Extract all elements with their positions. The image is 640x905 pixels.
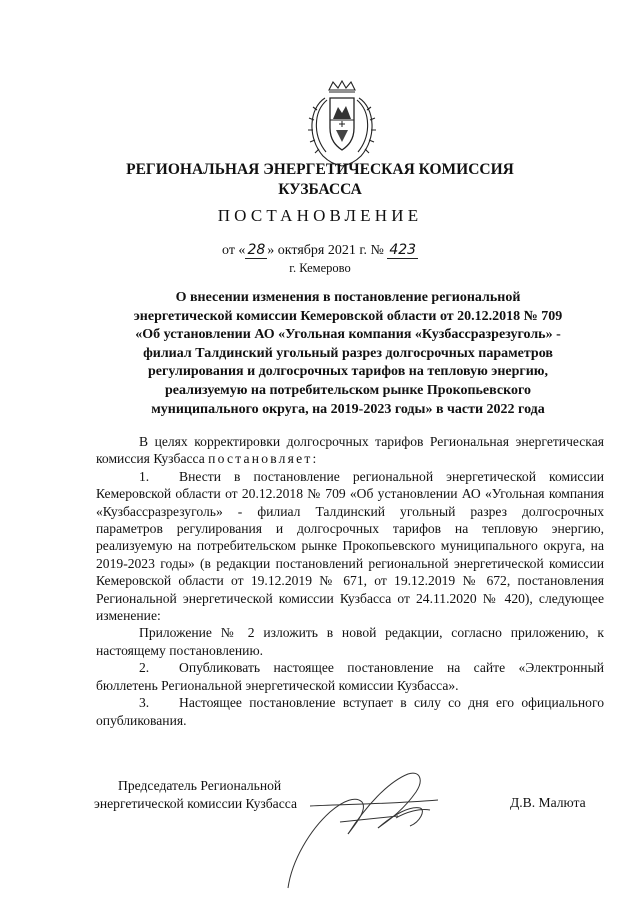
item-number: 1.	[139, 468, 150, 484]
item-1	[96, 468, 604, 625]
date-line	[222, 243, 418, 259]
document-type: ПОСТАНОВЛЕНИЕ	[217, 206, 423, 225]
title-line: филиал Талдинский угольный разрез долгосрочных параметров	[143, 345, 553, 361]
title-line: муниципального округа, на 2019-2023 годы» в части 2022 года	[151, 401, 545, 417]
handwritten-signature	[270, 760, 500, 900]
item-2	[96, 659, 604, 694]
title-line: реализуемую на потребительском рынке Прокопьевского	[165, 382, 531, 398]
city: г. Кемерово	[289, 261, 351, 275]
document-body	[96, 433, 604, 729]
item-number: 3.	[139, 695, 150, 711]
agency-name-line2: КУЗБАССА	[278, 181, 362, 198]
decree-word: постановляет:	[208, 451, 319, 467]
title-line: О внесении изменения в постановление региональной	[175, 290, 521, 305]
item-1-sub: Приложение № 2 изложить в новой редакции, согласно приложению, к настоящему постановлению.	[96, 625, 604, 658]
signatory-title-line2: энергетической комиссии Кузбасса	[94, 796, 297, 811]
document-title	[104, 289, 592, 419]
title-line: энергетической комиссии Кемеровской области от 20.12.2018 № 709	[133, 308, 563, 324]
signatory-name: Д.В. Малюта	[510, 795, 586, 810]
title-line: «Об установлении АО «Угольная компания «Кузбассразрезуголь» -	[135, 327, 561, 343]
document-number: 423	[389, 242, 417, 258]
date-day: 28	[247, 242, 266, 258]
intro-paragraph	[96, 433, 604, 468]
title-line: регулирования и долгосрочных тарифов на тепловую энергию,	[147, 364, 549, 380]
item-text: Настоящее постановление вступает в силу со дня его официального опубликования.	[96, 695, 604, 728]
signatory-title	[94, 777, 297, 813]
coat-of-arms-icon	[303, 80, 381, 168]
agency-name-line1: РЕГИОНАЛЬНАЯ ЭНЕРГЕТИЧЕСКАЯ КОМИССИЯ	[126, 161, 514, 178]
item-number: 2.	[139, 660, 150, 676]
signatory-title-line1: Председатель Региональной	[118, 778, 282, 793]
date-prefix: от «	[222, 243, 246, 258]
date-middle: » октября 2021 г. №	[267, 243, 384, 258]
agency-name	[100, 160, 540, 200]
intro-text: В целях корректировки долгосрочных тарифов Региональная энергетическая комиссия Кузбасса	[96, 434, 604, 467]
item-3	[96, 694, 604, 729]
item-text: Опубликовать настоящее постановление на сайте «Электронный бюллетень Региональной энергетической комиссии Кузбасса».	[96, 660, 604, 693]
item-text: Внести в постановление региональной энергетической комиссии Кемеровской области от 20.12.2018 № 709 «Об установлении АО «Угольная компания «Кузбассразрезуголь» - филиал Талдинский угольный разрез долгосрочных параметров регулирования и долгосрочных тарифов на тепловую энергию, реализуемую на потребительском рынке Прокопьевского муниципального округа, на 2019-2023 годы» (в редакции постановлений региональной энергетической комиссии Кемеровской области от 19.12.2019 № 671, от 19.12.2019 № 672, постановления Региональной энергетической комиссии Кузбасса от 24.11.2020 № 420), следующее изменение:	[96, 468, 604, 624]
